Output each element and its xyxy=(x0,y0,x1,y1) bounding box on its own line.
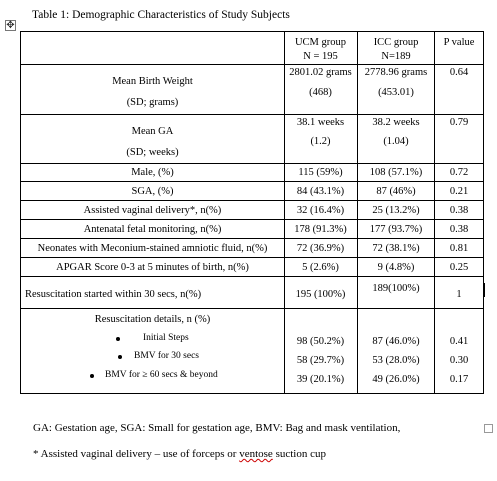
footnote-assisted-delivery: * Assisted vaginal delivery – use of forceps or ventose suction cup xyxy=(33,448,326,460)
p-value: 0.81 xyxy=(449,243,469,254)
data-table xyxy=(20,31,484,394)
ucm-value: 195 (100%) xyxy=(295,289,346,300)
icc-value: 9 (4.8%) xyxy=(377,262,415,273)
row-divider xyxy=(21,257,483,258)
icc-value: 38.2 weeks xyxy=(372,117,420,128)
row-divider xyxy=(21,200,483,201)
p-value: 0.41 xyxy=(449,336,469,347)
ucm-value: 38.1 weeks xyxy=(296,117,345,128)
table-resize-handle[interactable] xyxy=(484,424,493,433)
row-label-sub: (SD; weeks) xyxy=(126,147,179,158)
row-divider xyxy=(21,238,483,239)
ucm-value: 98 (50.2%) xyxy=(296,336,345,347)
p-value: 0.30 xyxy=(449,355,469,366)
row-divider xyxy=(21,308,483,309)
icc-value: 72 (38.1%) xyxy=(372,243,420,254)
row-label: Antenatal fetal monitoring, n(%) xyxy=(83,224,222,235)
p-value: 1 xyxy=(456,289,462,300)
p-value: 0.38 xyxy=(449,224,469,235)
icc-value: 189(100%) xyxy=(372,283,420,294)
resus-item-label: Initial Steps xyxy=(143,333,189,343)
ucm-value: 2801.02 grams xyxy=(289,67,352,78)
row-divider xyxy=(21,219,483,220)
row-label: Assisted vaginal delivery*, n(%) xyxy=(83,205,222,216)
row-label: Mean Birth Weight xyxy=(112,76,193,87)
header-p-value: P value xyxy=(443,37,475,48)
resus-item-label: BMV for 30 secs xyxy=(134,351,200,361)
icc-value: 87 (46%) xyxy=(376,186,416,197)
ucm-value: 72 (36.9%) xyxy=(296,243,345,254)
header-icc-n: N=189 xyxy=(381,51,411,62)
header-ucm: UCM group xyxy=(294,37,347,48)
row-divider xyxy=(21,114,483,115)
ucm-sd: (468) xyxy=(309,87,332,98)
row-label: APGAR Score 0-3 at 5 minutes of birth, n(%) xyxy=(56,262,249,273)
row-divider xyxy=(21,276,483,277)
ucm-value: 178 (91.3%) xyxy=(294,224,347,235)
p-value: 0.64 xyxy=(449,67,469,78)
row-divider xyxy=(21,64,483,65)
spellcheck-word[interactable]: ventose xyxy=(239,448,273,460)
ucm-sd: (1.2) xyxy=(310,136,331,147)
row-label: SGA, (%) xyxy=(131,186,174,197)
row-label: Mean GA xyxy=(131,126,174,137)
ucm-value: 84 (43.1%) xyxy=(296,186,345,197)
header-icc: ICC group xyxy=(373,37,419,48)
move-cross-icon[interactable]: ✥ xyxy=(6,20,15,31)
text-cursor xyxy=(484,283,485,297)
row-label: Resuscitation started within 30 secs, n(%) xyxy=(25,289,202,300)
p-value: 0.17 xyxy=(449,374,469,385)
row-label-sub: (SD; grams) xyxy=(126,97,179,108)
icc-sd: (1.04) xyxy=(383,136,409,147)
icc-value: 177 (93.7%) xyxy=(369,224,423,235)
ucm-value: 115 (59%) xyxy=(298,167,343,178)
icc-value: 2778.96 grams xyxy=(364,67,428,78)
resus-heading: Resuscitation details, n (%) xyxy=(94,314,211,325)
ucm-value: 32 (16.4%) xyxy=(296,205,345,216)
row-label: Male, (%) xyxy=(131,167,174,178)
bullet-icon xyxy=(90,374,94,378)
p-value: 0.38 xyxy=(449,205,469,216)
icc-value: 25 (13.2%) xyxy=(372,205,420,216)
table-caption: Table 1: Demographic Characteristics of Study Subjects xyxy=(32,9,290,21)
p-value: 0.21 xyxy=(449,186,469,197)
bullet-icon xyxy=(116,337,120,341)
bullet-icon xyxy=(118,355,122,359)
icc-value: 53 (28.0%) xyxy=(372,355,420,366)
p-value: 0.72 xyxy=(449,167,469,178)
p-value: 0.79 xyxy=(449,117,469,128)
icc-value: 49 (26.0%) xyxy=(372,374,420,385)
row-label: Neonates with Meconium-stained amniotic fluid, n(%) xyxy=(37,243,268,254)
resus-item-label: BMV for ≥ 60 secs & beyond xyxy=(105,370,218,380)
header-ucm-n: N = 195 xyxy=(303,51,338,62)
row-divider xyxy=(21,181,483,182)
row-divider xyxy=(21,163,483,164)
footnote-abbreviations: GA: Gestation age, SGA: Small for gestation age, BMV: Bag and mask ventilation, xyxy=(33,422,401,434)
icc-sd: (453.01) xyxy=(378,87,414,98)
icc-value: 87 (46.0%) xyxy=(372,336,420,347)
icc-value: 108 (57.1%) xyxy=(369,167,423,178)
p-value: 0.25 xyxy=(449,262,469,273)
ucm-value: 58 (29.7%) xyxy=(296,355,345,366)
ucm-value: 39 (20.1%) xyxy=(296,374,345,385)
ucm-value: 5 (2.6%) xyxy=(302,262,339,273)
